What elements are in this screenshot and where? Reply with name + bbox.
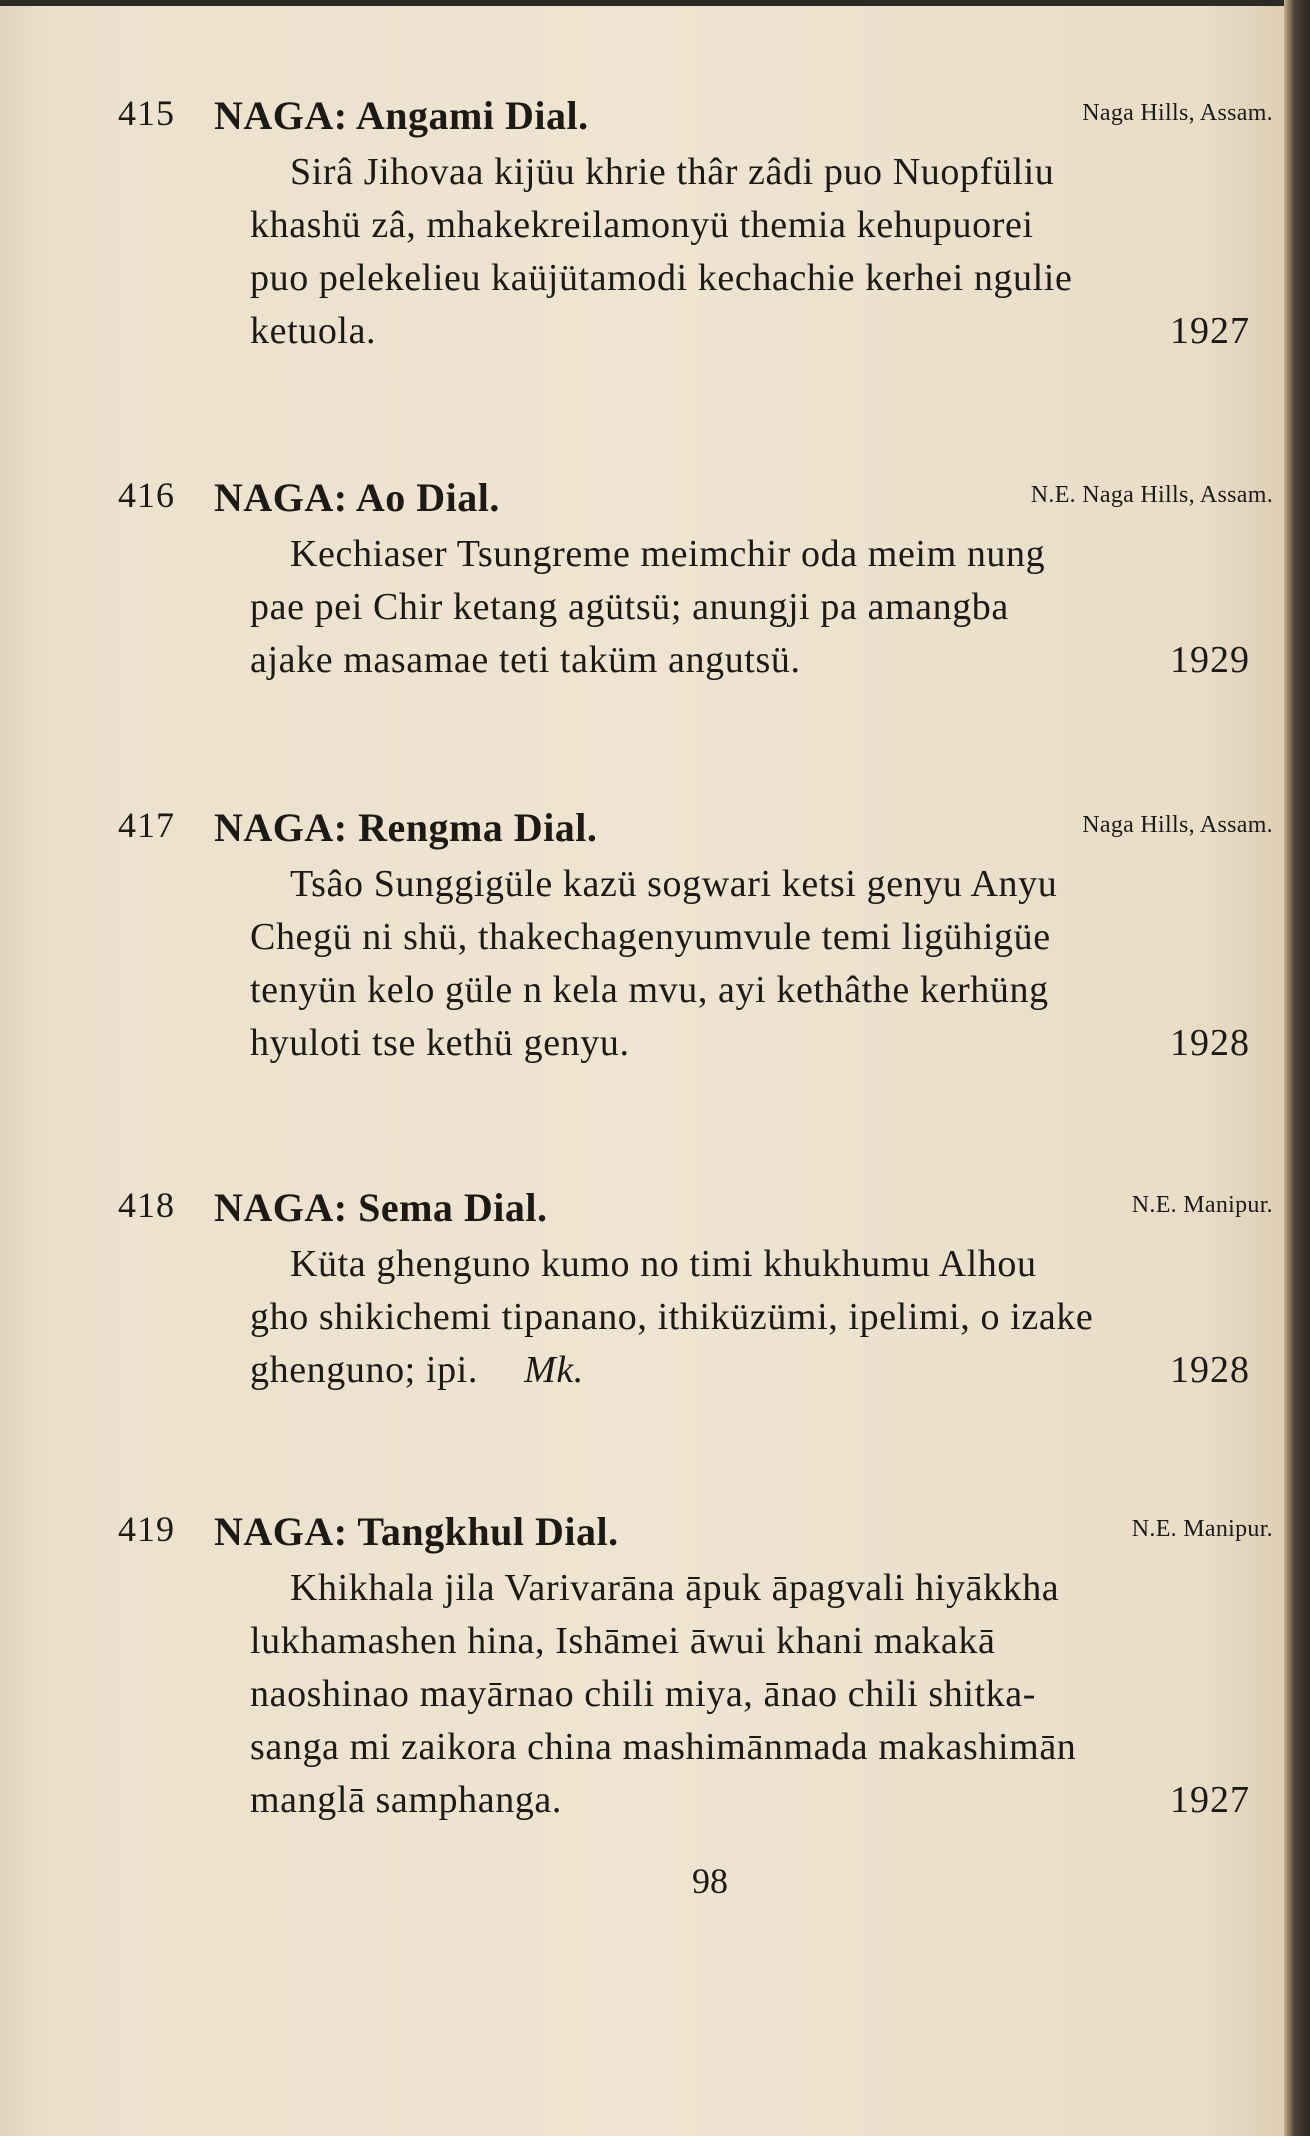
entry-heading bbox=[118, 804, 1273, 862]
entry-year: 1927 bbox=[1170, 310, 1250, 352]
entry-year: 1929 bbox=[1170, 639, 1250, 681]
entry-title: NAGA: Angami Dial. bbox=[214, 93, 589, 138]
entry-number: 415 bbox=[118, 93, 175, 133]
entry-418 bbox=[118, 1184, 1273, 1401]
entry-location: N.E. Manipur. bbox=[1131, 1192, 1273, 1218]
entry-415 bbox=[118, 92, 1273, 362]
page-number: 98 bbox=[692, 1861, 728, 1901]
text-line-content: ajake masamae teti taküm angutsü. bbox=[250, 639, 801, 681]
text-line-last bbox=[250, 309, 1250, 362]
entry-419 bbox=[118, 1508, 1273, 1831]
text-line: khashü zâ, mhakekreilamonyü themia kehupuorei bbox=[250, 204, 1034, 246]
text-line: puo pelekelieu kaüjütamodi kechachie kerhei ngulie bbox=[250, 257, 1073, 299]
entry-text bbox=[250, 150, 1250, 362]
text-line: tenyün kelo güle n kela mvu, ayi kethâthe kerhüng bbox=[250, 969, 1049, 1011]
entry-heading bbox=[118, 92, 1273, 150]
entry-number: 416 bbox=[118, 475, 175, 515]
entry-title: NAGA: Tangkhul Dial. bbox=[214, 1509, 619, 1554]
text-line: Khikhala jila Varivarāna āpuk āpagvali hiyākkha bbox=[290, 1567, 1060, 1609]
entry-location: N.E. Manipur. bbox=[1131, 1516, 1273, 1542]
text-line: Chegü ni shü, thakechagenyumvule temi ligühigüe bbox=[250, 916, 1051, 958]
text-line: pae pei Chir ketang agütsü; anungji pa amangba bbox=[250, 586, 1009, 628]
entry-number: 419 bbox=[118, 1509, 175, 1549]
text-line: sanga mi zaikora china mashimānmada makashimān bbox=[250, 1726, 1077, 1768]
entry-title: NAGA: Rengma Dial. bbox=[214, 805, 598, 850]
entry-text bbox=[250, 862, 1250, 1074]
text-line-content: manglā samphanga. bbox=[250, 1779, 562, 1821]
entry-heading bbox=[118, 1184, 1273, 1242]
entry-year: 1927 bbox=[1170, 1779, 1250, 1821]
entry-416 bbox=[118, 474, 1273, 691]
entry-title: NAGA: Sema Dial. bbox=[214, 1185, 548, 1230]
text-line-content: hyuloti tse kethü genyu. bbox=[250, 1022, 630, 1064]
entry-location: Naga Hills, Assam. bbox=[1082, 100, 1273, 126]
entry-text bbox=[250, 1242, 1250, 1401]
entry-title: NAGA: Ao Dial. bbox=[214, 475, 500, 520]
text-line-last bbox=[250, 1348, 1250, 1401]
entry-year: 1928 bbox=[1170, 1022, 1250, 1064]
text-line-last bbox=[250, 1021, 1250, 1074]
text-line: Kechiaser Tsungreme meimchir oda meim nung bbox=[290, 533, 1046, 575]
text-line-content: ghenguno; ipi. bbox=[250, 1349, 478, 1391]
entry-text bbox=[250, 1566, 1250, 1831]
reference-abbreviation: Mk. bbox=[524, 1349, 584, 1391]
text-line: gho shikichemi tipanano, ithiküzümi, ipelimi, o izake bbox=[250, 1296, 1094, 1338]
entry-heading bbox=[118, 1508, 1273, 1566]
text-line: Tsâo Sunggigüle kazü sogwari ketsi genyu Anyu bbox=[290, 863, 1058, 905]
scan-top-shadow bbox=[0, 0, 1310, 6]
entry-number: 418 bbox=[118, 1185, 175, 1225]
text-line: Küta ghenguno kumo no timi khukhumu Alhou bbox=[290, 1243, 1037, 1285]
text-line: Sirâ Jihovaa kijüu khrie thâr zâdi puo Nuopfüliu bbox=[290, 151, 1055, 193]
entry-location: N.E. Naga Hills, Assam. bbox=[1030, 482, 1273, 508]
entry-heading bbox=[118, 474, 1273, 532]
entry-location: Naga Hills, Assam. bbox=[1082, 812, 1273, 838]
text-line-last bbox=[250, 638, 1250, 691]
entry-year: 1928 bbox=[1170, 1349, 1250, 1391]
text-line-last bbox=[250, 1778, 1250, 1831]
page-binding-edge bbox=[1284, 0, 1310, 2136]
entry-text bbox=[250, 532, 1250, 691]
entry-417 bbox=[118, 804, 1273, 1074]
text-line: naoshinao mayārnao chili miya, ānao chili shitka- bbox=[250, 1673, 1037, 1715]
text-line: lukhamashen hina, Ishāmei āwui khani makakā bbox=[250, 1620, 996, 1662]
entry-number: 417 bbox=[118, 805, 175, 845]
text-line-content: ketuola. bbox=[250, 310, 377, 352]
